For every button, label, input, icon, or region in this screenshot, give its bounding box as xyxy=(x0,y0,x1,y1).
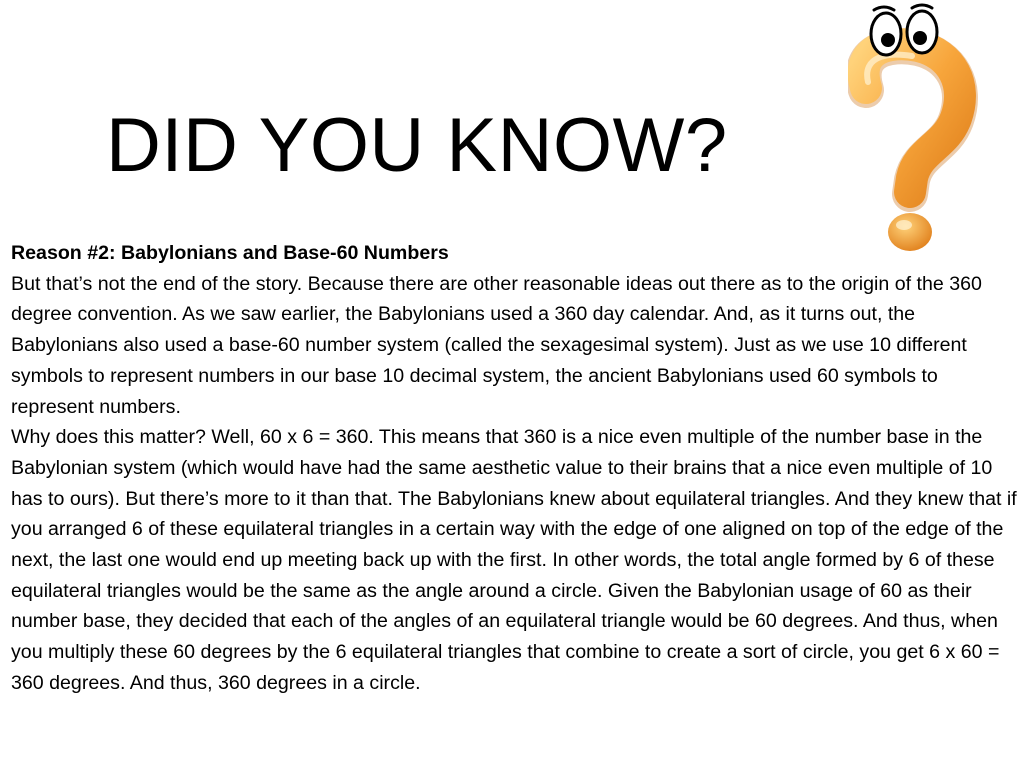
slide-body xyxy=(11,238,1017,699)
paragraph-1: But that’s not the end of the story. Because there are other reasonable ideas out there as to the origin of the 360 degree convention. As we saw earlier, the Babylonians used a 360 day calendar. And, as it turns out, the Babylonians also used a base-60 number system (called the sexagesimal system). Just as we use 10 different symbols to represent numbers in our base 10 decimal system, the ancient Babylonians used 60 symbols to represent numbers. xyxy=(11,272,982,418)
section-heading: Reason #2: Babylonians and Base-60 Numbers xyxy=(11,242,449,264)
question-mark-with-eyes-icon xyxy=(848,2,978,258)
slide-title: DID YOU KNOW? xyxy=(106,103,728,188)
paragraph-2: Why does this matter? Well, 60 x 6 = 360. This means that 360 is a nice even multiple of the number base in the Babylonian system (which would have had the same aesthetic value to their brains that a nice even multiple of 10 has to ours). But there’s more to it than that. The Babylonians knew about equilateral triangles. And they knew that if you arranged 6 of these equilateral triangles in a certain way with the edge of one aligned on top of the edge of the next, the last one would end up meeting back up with the first. In other words, the total angle formed by 6 of these equilateral triangles would be the same as the angle around a circle. Given the Babylonian usage of 60 as their number base, they decided that each of the angles of an equilateral triangle would be 60 degrees. And thus, when you multiply these 60 degrees by the 6 equilateral triangles that combine to create a sort of circle, you get 6 x 60 = 360 degrees. And thus, 360 degrees in a circle. xyxy=(11,426,1017,694)
